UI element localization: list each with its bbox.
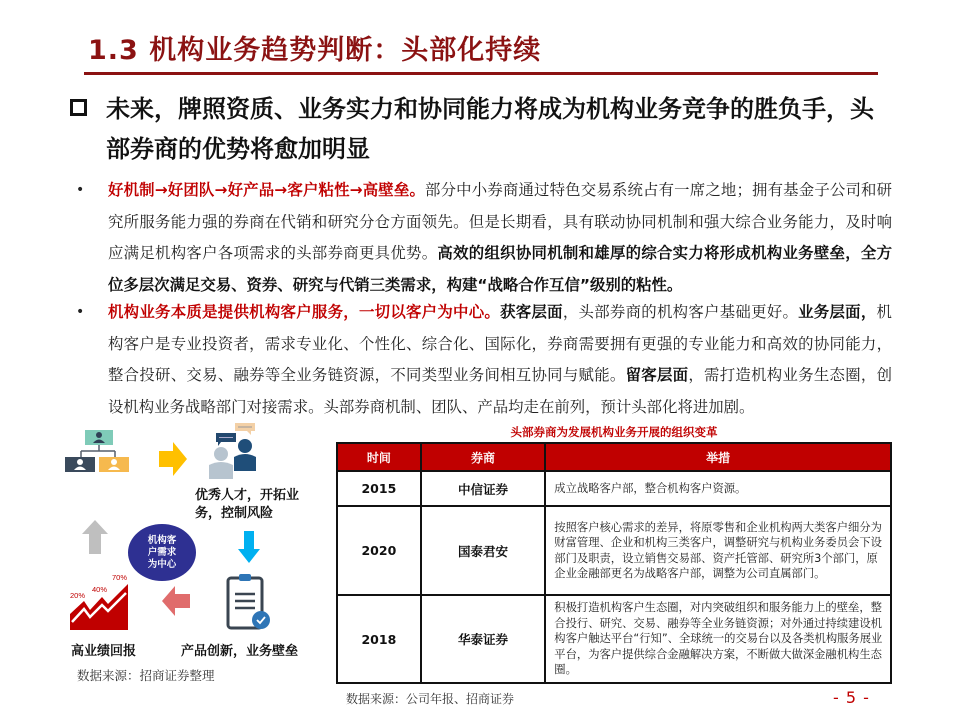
bullet-point-2 xyxy=(76,297,892,423)
client-centric-cycle-diagram xyxy=(55,420,325,690)
table-row xyxy=(337,595,891,683)
page-title: 1.3 机构业务趋势判断：头部化持续 xyxy=(88,35,542,66)
column-header-measure: 举措 xyxy=(545,443,891,471)
cell-year: 2018 xyxy=(337,595,421,683)
bullet-emphasis: 高效的组织协同机制和雄厚的综合实力将形成机构业务壁垒，全方位多层次满足交易、资券、研究与代销三类需求，构建“战略合作互信”级别的粘性。 xyxy=(108,244,892,294)
svg-text:40%: 40% xyxy=(92,585,108,594)
bullet-point-1 xyxy=(76,175,892,301)
bullet-body xyxy=(88,297,892,423)
table-source-note: 数据来源：公司年报、招商证券 xyxy=(346,692,515,706)
cell-broker: 国泰君安 xyxy=(421,506,546,595)
bullet-text: 部分中小券商通过特色交易系统占有一席之地；拥有基金子公司和研究所服务能力强的券商在代销和研究分仓方面领先。但是长期看，具有联动协同机制和强大综合业务能力，及时响应满足机构客户各项需求的头部券商更具优势。 xyxy=(108,181,892,262)
square-bullet-icon xyxy=(70,99,87,116)
svg-text:20%: 20% xyxy=(70,591,86,600)
column-header-year: 时间 xyxy=(337,443,421,471)
growth-chart-icon xyxy=(68,572,130,630)
org-chart-icon xyxy=(65,430,131,474)
cell-year: 2020 xyxy=(337,506,421,595)
bullet-dot-icon: • xyxy=(76,182,85,198)
table-row xyxy=(337,506,891,595)
bullet-lead: 机构业务本质是提供机构客户服务，一切以客户为中心。 xyxy=(108,303,501,321)
cell-measure: 积极打造机构客户生态圈，对内突破组织和服务能力上的壁垒，整合投行、研究、交易、融券等全业务链资源；对外通过持续建设机构客户触达平台“行知”、全球统一的交易台以及各类机构服务展业平台，为客户提供综合金融解决方案，不断做大做深金融机构生态圈。 xyxy=(545,595,891,683)
org-reform-table xyxy=(336,442,892,684)
arrow-left-icon xyxy=(162,586,190,616)
column-header-broker: 券商 xyxy=(421,443,546,471)
cell-broker: 中信证券 xyxy=(421,471,546,506)
bullet-lead: 好机制→好团队→好产品→客户粘性→高壁垒。 xyxy=(108,181,426,199)
performance-label: 高业绩回报 xyxy=(71,644,137,659)
svg-text:70%: 70% xyxy=(112,573,128,582)
diagram-source-note: 数据来源：招商证券整理 xyxy=(77,668,215,683)
page-number: - 5 - xyxy=(833,688,870,707)
cell-measure: 按照客户核心需求的差异，将原零售和企业机构两大类客户细分为财富管理、企业和机构三类客户，调整研究与机构业务委员会下设部门及职责，设立销售交易部、资产托管部、研究所3个部门，原企业金融部更名为战略客户部，调整为公司直属部门。 xyxy=(545,506,891,595)
bullet-emphasis: 业务层面， xyxy=(798,303,877,321)
arrow-up-icon xyxy=(82,520,108,554)
arrow-right-icon xyxy=(159,442,187,476)
center-label: 机构客户需求为中心 xyxy=(147,534,177,570)
bullet-text: 机构客户是专业投资者，需求专业化、个性化、综合化、国际化，券商需要拥有更强的专业能力和高效的协同能力，整合投研、交易、融券等全业务链资源，不同类型业务间相互协同与赋能。 xyxy=(108,303,892,384)
center-circle xyxy=(128,524,196,581)
headline-text: 未来，牌照资质、业务实力和协同能力将成为机构业务竞争的胜负手，头部券商的优势将愈加明显 xyxy=(106,95,874,163)
cell-year: 2015 xyxy=(337,471,421,506)
clipboard-check-icon xyxy=(225,572,271,632)
bullet-emphasis: 获客层面 xyxy=(500,303,563,321)
title-divider xyxy=(84,72,878,75)
bullet-body xyxy=(88,175,892,301)
talent-label: 优秀人才，开拓业务，控制风险 xyxy=(195,488,300,521)
product-label: 产品创新，业务壁垒 xyxy=(181,644,299,659)
headline xyxy=(70,89,890,169)
cell-broker: 华泰证券 xyxy=(421,595,546,683)
people-chat-icon xyxy=(205,423,265,481)
bullet-dot-icon: • xyxy=(76,304,85,320)
table-header-row xyxy=(337,443,891,471)
table-caption: 头部券商为发展机构业务开展的组织变革 xyxy=(510,425,718,439)
cell-measure: 成立战略客户部，整合机构客户资源。 xyxy=(545,471,891,506)
bullet-text: ，需打造机构业务生态圈，创设机构业务战略部门对接需求。头部券商机制、团队、产品均走在前列，预计头部化将进加剧。 xyxy=(108,366,892,416)
bullet-emphasis: 留客层面 xyxy=(625,366,689,384)
bullet-text: ，头部券商的机构客户基础更好。 xyxy=(562,303,799,321)
table-row xyxy=(337,471,891,506)
arrow-down-icon xyxy=(238,531,260,563)
